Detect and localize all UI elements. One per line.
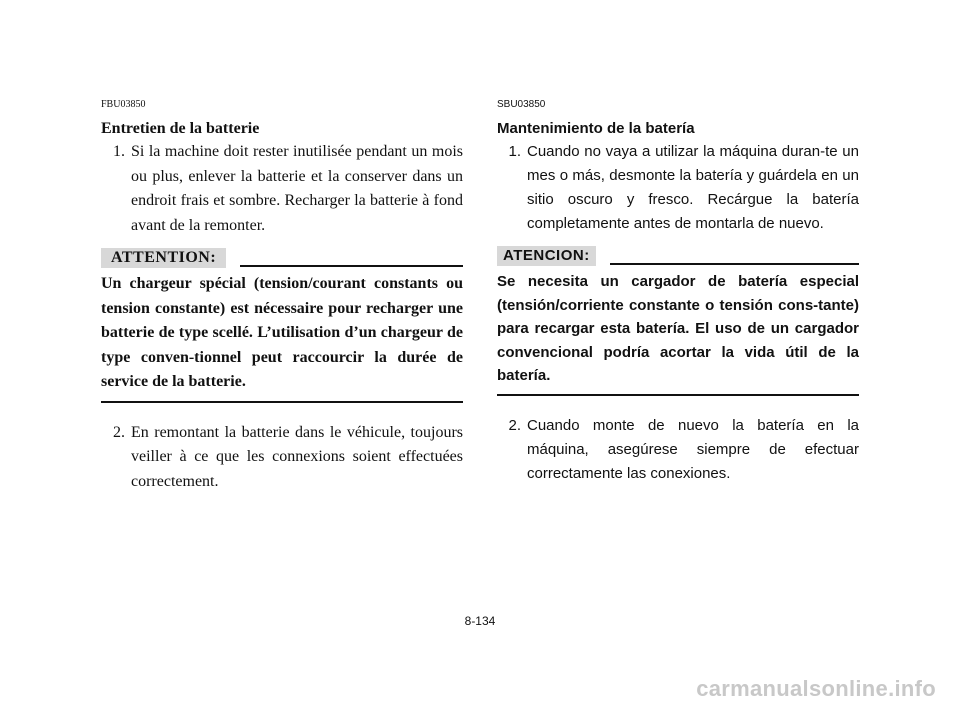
section-code: FBU03850 — [101, 99, 146, 110]
list-item — [497, 140, 859, 236]
section-heading: Mantenimiento de la batería — [497, 120, 695, 137]
step-text: Cuando no vaya a utilizar la máquina duran-te un mes o más, desmonte la batería y guárdela en un sitio oscuro y fresco. Recárgue la batería completamente antes de montarla de nuevo. — [527, 143, 859, 232]
list-item — [101, 421, 463, 495]
list-item — [497, 414, 859, 486]
step-number: 1. — [508, 143, 521, 160]
divider — [610, 263, 859, 265]
notice-text: Un chargeur spécial (tension/courant constants ou tension constante) est nécessaire pour recharger une batterie de type scellé. L’utilisation d’un chargeur de type conven-tionnel peut raccourcir la durée de service de la batterie. — [101, 272, 463, 403]
step-number: 2. — [113, 423, 125, 441]
list-item — [101, 140, 463, 238]
step-text: En remontant la batterie dans le véhicule, toujours veiller à ce que les connexions soient effectuées correctement. — [131, 423, 463, 490]
notice-header — [497, 246, 859, 266]
step-number: 1. — [113, 143, 125, 160]
divider — [240, 265, 463, 267]
step-text: Cuando monte de nuevo la batería en la máquina, asegúrese siempre de efectuar correctamente las conexiones. — [527, 416, 859, 482]
page-number: 8-134 — [464, 614, 496, 628]
step-number: 2. — [508, 416, 521, 434]
step-text: Si la machine doit rester inutilisée pendant un mois ou plus, enlever la batterie et la conserver dans un endroit frais et sombre. Recharger la batterie à fond avant de la remonter. — [131, 143, 463, 234]
spanish-column — [497, 98, 859, 486]
notice-text: Se necesita un cargador de batería especial (tensión/corriente constante o tensión cons-tante) para recargar esta batería. El uso de un cargador convencional podría acortar la vida útil de la batería. — [497, 270, 859, 396]
notice-header — [101, 248, 463, 268]
notice-label: ATTENTION: — [101, 248, 226, 268]
section-heading: Entretien de la batterie — [101, 120, 260, 137]
watermark: carmanualsonline.info — [696, 676, 936, 701]
section-code: SBU03850 — [497, 99, 546, 110]
french-column — [101, 98, 463, 494]
notice-label: ATENCION: — [497, 246, 596, 266]
